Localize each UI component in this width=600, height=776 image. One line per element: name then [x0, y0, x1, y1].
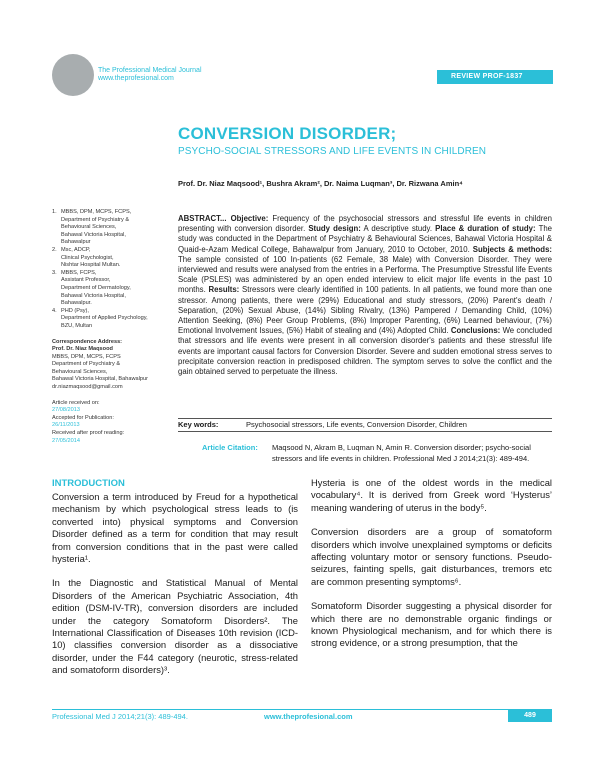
keywords-label: Key words: [178, 420, 219, 429]
introduction-heading: INTRODUCTION [52, 478, 125, 489]
citation-row [202, 443, 552, 464]
journal-logo [52, 54, 94, 96]
journal-name: The Professional Medical Journal [98, 67, 202, 74]
paragraph: Hysteria is one of the oldest words in the medical vocabulary⁴. It is derived from Greek word ‘Hysterus’ meaning wandering of uterus in the body⁵. [311, 477, 552, 513]
keywords-value: Psychosocial stressors, Life events, Conversion Disorder, Children [246, 420, 467, 429]
citation-value: Maqsood N, Akram B, Luqman N, Amin R. Conversion disorder; psycho-social stressors and life events in children. Professional Med J 2014;21(3): 489-494. [272, 443, 531, 463]
article-subtitle: PSYCHO-SOCIAL STRESSORS AND LIFE EVENTS IN CHILDREN [178, 146, 487, 157]
affiliations-sidebar: 1. MBBS, DPM, MCPS, FCPS, Department of Psychiatry & Behavioural Sciences, Bahawal Victoria Hospital, Bahawalpur 2. Msc, ADCP, Clinical Psychologist, Nishtar Hospital Multan. 3. MBBS, FCPS, Assistant Professor, Department of Dermatology, Bahawal Victoria Hospital, Bahawalpur. 4. PHD (Psy), Department of Applied Psychology, BZU, Multan Correspondence Address: Prof. Dr. Niaz Maqsood MBBS, DPM, MCPS, FCPS Department of Psychiatry & Behavioural Sciences, Bahawal Victoria Hospital, Bahawalpur dr.niazmaqsood@gmail.com Article received on: 27/08/2013 Accepted for Publication: 26/11/2013 Received after proof reading: 27/05/2014 [52, 209, 174, 445]
article-dates: Article received on: 27/08/2013 Accepted for Publication: 26/11/2013 Received after proof reading: 27/05/2014 [52, 400, 174, 446]
page-number: 489 [508, 710, 552, 722]
received-date: 27/08/2013 [52, 407, 80, 414]
article-type-badge: REVIEW PROF-1837 [437, 70, 553, 84]
body-column-left [52, 491, 298, 689]
affiliation-item: 3. MBBS, FCPS, Assistant Professor, Department of Dermatology, Bahawal Victoria Hospital, Bahawalpur. [52, 269, 131, 307]
keywords-row [178, 418, 552, 432]
paragraph: Conversion a term introduced by Freud for a hypothetical mechanism by which psychological stress leads to (is converted into) physical symptoms and Conversion Disorder defined as a term for condition that may result from conversion conditions that in the past were called hysteria¹. [52, 491, 298, 565]
correspondence-email[interactable]: dr.niazmaqsood@gmail.com [52, 384, 123, 391]
paragraph: In the Diagnostic and Statistical Manual of Mental Disorders of the American Psychiatric Association, 4th edition (DSM-IV-TR), conversion disorders are included under the category Somatoform Disorders². The International Classification of Diseases 10th revision (ICD-10) classifies conversion disorder as a dissociative disorder, under the F44 category (neurotic, stress-related and somatoform disorders)³. [52, 577, 298, 676]
affiliation-item: 1. MBBS, DPM, MCPS, FCPS, Department of Psychiatry & Behavioural Sciences, Bahawal Victoria Hospital, Bahawalpur [52, 209, 132, 246]
article-title: CONVERSION DISORDER; [178, 124, 397, 143]
proof-date: 27/05/2014 [52, 437, 80, 444]
footer-citation: Professional Med J 2014;21(3): 489-494. [52, 712, 188, 721]
footer-url[interactable]: www.theprofesional.com [264, 712, 353, 721]
paragraph: Somatoform Disorder suggesting a physical disorder for which there are no demonstrable organic findings or known Physiological mechanism, and for which there is strong evidence, or a strong presumption, that the [311, 600, 552, 649]
footer-divider [52, 709, 552, 710]
correspondence-heading: Correspondence Address: [52, 338, 123, 345]
accepted-date: 26/11/2013 [52, 422, 80, 429]
author-list: Prof. Dr. Niaz Maqsood¹, Bushra Akram², Dr. Naima Luqman³, Dr. Rizwana Amin⁴ [178, 179, 463, 188]
body-column-right [311, 477, 552, 662]
affiliation-item: 4. PHD (Psy), Department of Applied Psychology, BZU, Multan [52, 307, 148, 329]
affiliation-item: 2. Msc, ADCP, Clinical Psychologist, Nishtar Hospital Multan. [52, 246, 121, 269]
citation-label: Article Citation: [202, 443, 258, 452]
correspondence-name: Prof. Dr. Niaz Maqsood [52, 346, 113, 353]
paragraph: Conversion disorders are a group of somatoform disorders which involve unexplained symptoms or deficits affecting voluntary motor or sensory functions. Pseudo-seizures, fainting spells, gait disturbances, tremors etc are common presenting symptoms⁶. [311, 526, 552, 587]
abstract: ABSTRACT... Objective: Frequency of the psychosocial stressors and stressful life events in children presenting with conversion disorder. Study design: A descriptive study. Place & duration of study: The study was conducted in the Department of Psychiatry & Behavioural Sciences, Bahawal Victoria Hospital & Quaid-e-Azam Medical College, Bahawalpur from January, 2010 to October, 2010. Subjects & methods: The sample consisted of 100 In-patients (62 Female, 38 Male) with Conversion Disorder. They were interviewed and results were analysed from the entries in a Performa. The Presumptive Stressful life Events Scale (PSLES) was administered by an open ended interview to elicit major life events in the past 10 months. Results: Stressors were clearly identified in 100 patients. In all patients, we found more than one stressor. Among patients, there were (29%) Educational and study stressors, (20%) Parent's death / Separation, (20%) Sexual Abuse, (14%) Sibling Rivalry, (13%) Pampered / Demanding Child, (10%) Attention Seeking, (8%) Peer Group Problems, (8%) Improper Parenting, (6%) Learned behaviour, (7%) Emotional Involvement Issues, (5%) Habit of stealing and (4%) Adopted Child. Conclusions: We concluded that stressors and life events were present in all conversion disorder's patients and these stressful life events are important causal factors for Conversion Disorder. Severe and sudden emotional stress serves to precipitate conversion reaction in predisposed children. The symptom serves to solve the conflict and the gain obtained served to perpetuate the illness. [178, 214, 552, 377]
journal-url[interactable]: www.theprofesional.com [98, 75, 174, 82]
